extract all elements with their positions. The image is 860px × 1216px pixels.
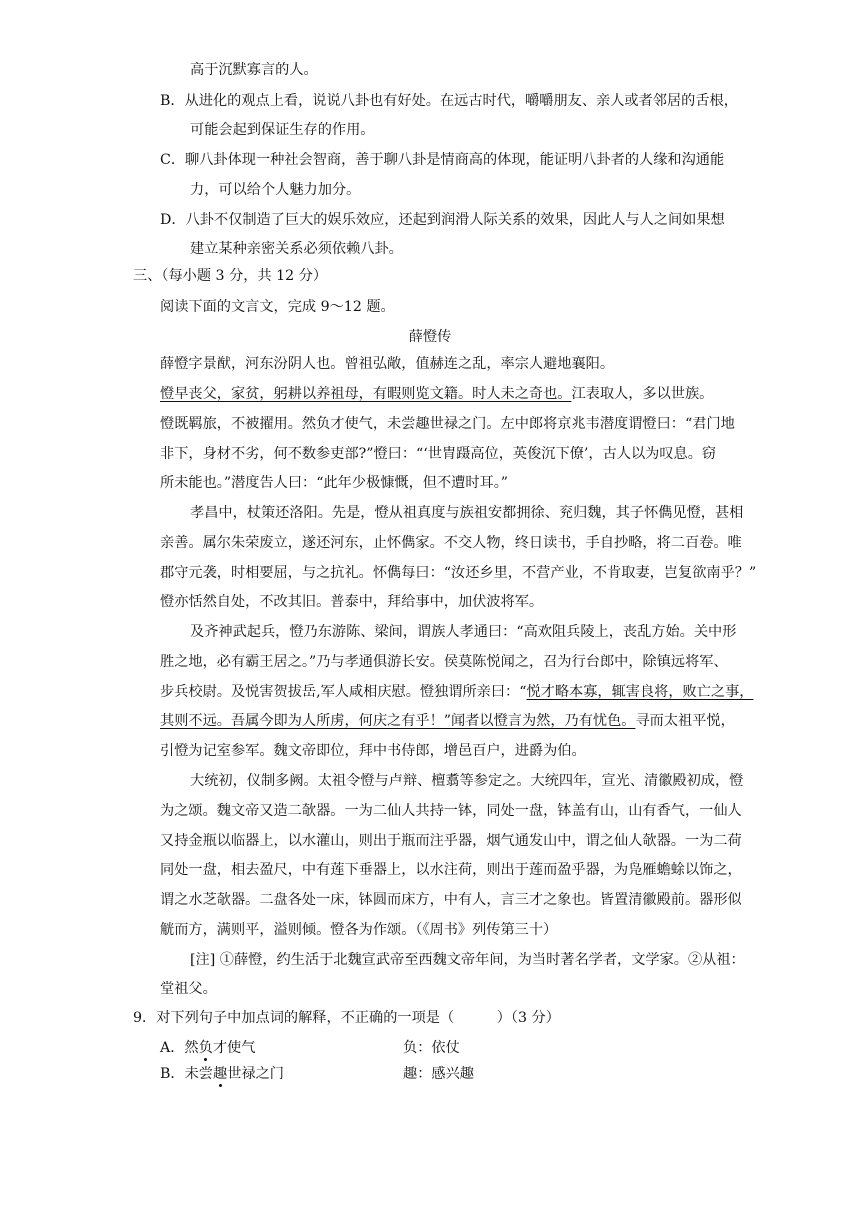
passage-paragraph-2-line3: 非下，身材不劣，何不数参吏部?”憕曰：“‘世胄蹑高位，英俊沉下僚’，古人以为叹息。窃 — [160, 446, 717, 462]
passage-paragraph-4-line4: 其则不远。吾属今即为人所虏，何庆之有乎！”闻者以憕言为然，乃有忧色。寻而太祖平悦， — [160, 713, 735, 729]
option-c-line1: C．聊八卦体现一种社会智商，善于聊八卦是情商高的体现，能证明八卦者的人缘和沟通能 — [160, 152, 725, 168]
option-d-line2: 建立某种亲密关系必须依赖八卦。 — [190, 241, 403, 257]
passage-paragraph-4-line2: 胜之地，必有霸王居之。”乃与孝通俱游长安。侯莫陈悦闻之，召为行台郎中，除镇远将军、 — [160, 654, 728, 670]
underlined-sentence-2b: 其则不远。吾属今即为人所虏，何庆之有乎！”闻者以憕言为然，乃有忧色。 — [160, 713, 636, 729]
question-9-option-a-gloss: 负：依仗 — [403, 1040, 460, 1056]
annotation-line2: 堂祖父。 — [160, 981, 217, 997]
section-heading: 三、（每小题 3 分，共 12 分） — [133, 268, 328, 284]
dotted-word-a: 负 — [198, 1040, 213, 1056]
passage-paragraph-3-line1: 孝昌中，杖策还洛阳。先是，憕从祖真度与族祖安都拥徐、兖归魏，其子怀儁见憕，甚相 — [190, 505, 744, 521]
question-9-option-a: A．然负才使气 — [160, 1040, 256, 1056]
option-d-line1: D．八卦不仅制造了巨大的娱乐效应，还起到润滑人际关系的效果，因此人与人之间如果想 — [160, 212, 725, 228]
question-9-stem: 9．对下列句子中加点词的解释，不正确的一项是（ ）（3 分） — [133, 1010, 560, 1026]
passage-title: 薛憕传 — [408, 329, 452, 345]
option-a-continuation: 高于沉默寡言的人。 — [190, 62, 318, 78]
passage-paragraph-4-line1: 及齐神武起兵，憕乃东游陈、梁间，谓族人孝通曰：“高欢阻兵陵上，丧乱方始。关中形 — [190, 624, 737, 640]
option-b-line2: 可能会起到保证生存的作用。 — [190, 122, 375, 138]
passage-paragraph-3-line2: 亲善。属尔朱荣废立，遂还河东，止怀儁家。不交人物，终日读书，手自抄略，将二百卷。唯 — [160, 535, 742, 551]
underlined-sentence-1: 憕早丧父，家贫，躬耕以养祖母，有暇则览文籍。时人未之奇也。 — [160, 386, 572, 402]
section-instruction: 阅读下面的文言文，完成 9～12 题。 — [160, 299, 395, 315]
question-9-option-b-gloss: 趣：感兴趣 — [403, 1066, 474, 1082]
passage-paragraph-5-line4: 同处一盘，相去盈尺，中有莲下垂器上，以水注荷，则出于莲而盈乎器，为凫雁蟾蜍以饰之， — [160, 862, 742, 878]
passage-paragraph-3-line3: 郡守元袭，时相要屈，与之抗礼。怀儁每曰：“汝还乡里，不营产业，不肯取妻，岂复欲南乎？” — [160, 565, 757, 581]
passage-paragraph-3-line4: 憕亦恬然自处，不改其旧。普泰中，拜给事中，加伏波将军。 — [160, 594, 544, 610]
passage-paragraph-5-line3: 又持金瓶以临器上，以水灌山，则出于瓶而注乎器，烟气通发山中，谓之仙人欹器。一为二荷 — [160, 833, 742, 849]
passage-paragraph-4-line5: 引憕为记室参军。魏文帝即位，拜中书侍郎，增邑百户，进爵为伯。 — [160, 743, 586, 759]
passage-paragraph-5-line1: 大统初，仪制多阙。太祖令憕与卢辩、檀翥等参定之。大统四年，宣光、清徽殿初成，憕 — [190, 773, 744, 789]
option-c-line2: 力，可以给个人魅力加分。 — [190, 182, 361, 198]
passage-paragraph-5-line5: 谓之水芝欹器。二盘各处一床，钵圆而床方，中有人，言三才之象也。皆置清徽殿前。器形似 — [160, 892, 742, 908]
passage-paragraph-5-line6: 觥而方，满则平，溢则倾。憕各为作颂。（《周书》列传第三十） — [160, 922, 558, 938]
passage-paragraph-1: 薛憕字景猷，河东汾阴人也。曾祖弘敞，值赫连之乱，率宗人避地襄阳。 — [160, 356, 615, 372]
dotted-word-b: 趣 — [213, 1066, 228, 1082]
option-b-line1: B．从进化的观点上看，说说八卦也有好处。在远古时代，嚼嚼朋友、亲人或者邻居的舌根， — [160, 93, 738, 109]
passage-paragraph-2-line2: 憕既羁旅，不被擢用。然负才使气，未尝趣世禄之门。左中郎将京兆韦潜度谓憕曰：“君门地 — [160, 416, 735, 432]
question-9-option-b: B．未尝趣世禄之门 — [160, 1066, 284, 1082]
annotation-line1: [注] ①薛憕，约生活于北魏宣武帝至西魏文帝年间，为当时著名学者，文学家。②从祖： — [190, 952, 745, 968]
passage-paragraph-2-line1: 憕早丧父，家贫，躬耕以养祖母，有暇则览文籍。时人未之奇也。江表取人，多以世族。 — [160, 386, 714, 402]
passage-paragraph-4-line3: 步兵校尉。及悦害贺拔岳,军人咸相庆慰。憕独谓所亲曰：“悦才略本寡，辄害良将，败亡之事， — [160, 684, 754, 700]
passage-paragraph-5-line2: 为之颂。魏文帝又造二欹器。一为二仙人共持一钵，同处一盘，钵盖有山，山有香气，一仙人 — [160, 803, 742, 819]
passage-paragraph-2-line4: 所未能也。”潜度告人曰：“此年少极慷慨，但不遭时耳。” — [160, 475, 509, 491]
underlined-sentence-2a: 悦才略本寡，辄害良将，败亡之事， — [526, 684, 754, 700]
